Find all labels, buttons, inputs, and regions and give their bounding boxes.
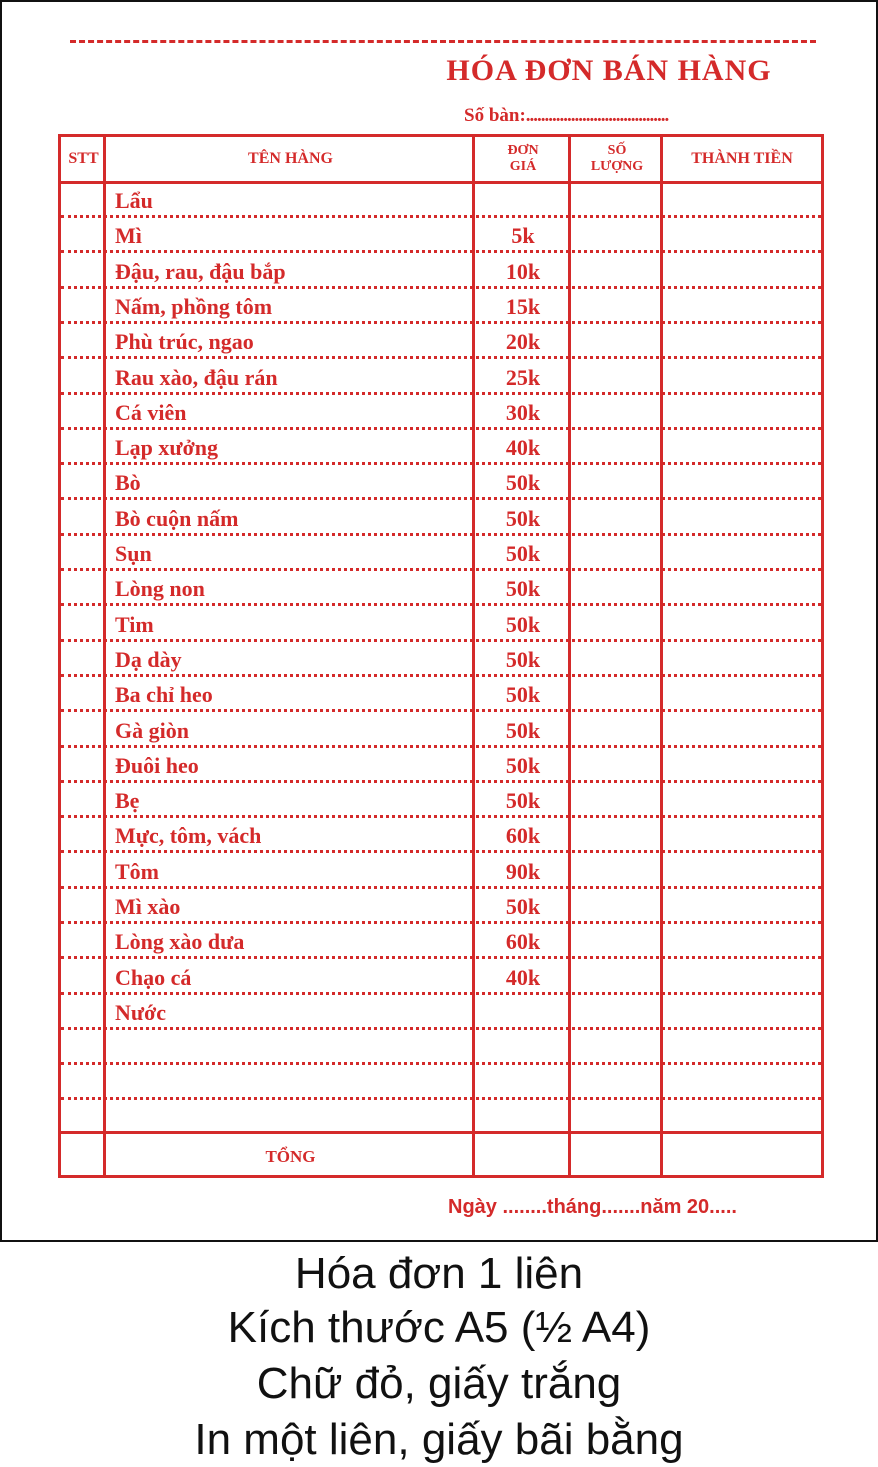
- item-price: 30k: [505, 400, 541, 425]
- row-dotted-line: [61, 815, 821, 818]
- item-name: Phù trúc, ngao: [115, 329, 254, 354]
- item-price: 50k: [505, 894, 541, 919]
- row-dotted-line: [61, 850, 821, 853]
- row-dotted-line: [61, 533, 821, 536]
- header-rule: [61, 181, 821, 184]
- row-dotted-line: [61, 286, 821, 289]
- table-number-line: [464, 105, 668, 127]
- item-price: 50k: [505, 470, 541, 495]
- item-name: Ba chỉ heo: [115, 682, 213, 707]
- row-dotted-line: [61, 321, 821, 324]
- item-price: 60k: [505, 823, 541, 848]
- item-price: 5k: [511, 223, 535, 248]
- item-name: Gà giòn: [115, 718, 189, 743]
- column-divider: [103, 137, 106, 1175]
- item-name: Tôm: [115, 859, 159, 884]
- item-price: 20k: [505, 329, 541, 354]
- row-dotted-line: [61, 568, 821, 571]
- caption-line: Hóa đơn 1 liên: [294, 1249, 584, 1298]
- row-dotted-line: [61, 392, 821, 395]
- row-dotted-line: [61, 639, 821, 642]
- item-name: Bò: [115, 470, 141, 495]
- invoice-title: HÓA ĐƠN BÁN HÀNG: [446, 54, 772, 87]
- row-dotted-line: [61, 215, 821, 218]
- item-name: Lòng xào dưa: [115, 929, 245, 954]
- item-price: 50k: [505, 682, 541, 707]
- item-name: Dạ dày: [115, 647, 182, 672]
- row-dotted-line: [61, 250, 821, 253]
- table-number-label: Số bàn:: [464, 105, 526, 126]
- item-name: Nước: [115, 1000, 167, 1025]
- row-dotted-line: [61, 427, 821, 430]
- row-dotted-line: [61, 1062, 821, 1065]
- item-price: 40k: [505, 965, 541, 990]
- item-price: 50k: [505, 647, 541, 672]
- item-price: 50k: [505, 788, 541, 813]
- row-dotted-line: [61, 497, 821, 500]
- item-name: Mực, tôm, vách: [115, 823, 262, 848]
- header-quantity: [571, 137, 663, 181]
- item-name: Bò cuộn nấm: [115, 506, 239, 531]
- item-price: 50k: [505, 718, 541, 743]
- item-name: Đậu, rau, đậu bắp: [115, 259, 286, 284]
- item-price: 15k: [505, 294, 541, 319]
- caption-line: In một liên, giấy bãi bằng: [194, 1415, 684, 1464]
- item-price: 25k: [505, 365, 541, 390]
- item-name: Lẩu: [115, 188, 153, 213]
- row-dotted-line: [61, 992, 821, 995]
- row-dotted-line: [61, 780, 821, 783]
- item-name: Lạp xưởng: [115, 435, 219, 460]
- item-price: 60k: [505, 929, 541, 954]
- header-unit-price-line1: ĐƠN: [507, 142, 539, 158]
- row-dotted-line: [61, 356, 821, 359]
- row-dotted-line: [61, 709, 821, 712]
- item-name: Bẹ: [115, 788, 140, 813]
- date-line: Ngày ........tháng.......năm 20.....: [448, 1196, 737, 1218]
- row-dotted-line: [61, 1027, 821, 1030]
- row-dotted-line: [61, 745, 821, 748]
- item-price: 50k: [505, 541, 541, 566]
- tear-line: [70, 40, 816, 43]
- invoice-table: [58, 134, 824, 1178]
- item-price: 40k: [505, 435, 541, 460]
- total-label: TỔNG: [265, 1147, 316, 1166]
- item-name: Chạo cá: [115, 965, 192, 990]
- item-name: Nấm, phồng tôm: [115, 294, 273, 319]
- header-quantity-line2: LƯỢNG: [590, 159, 644, 174]
- item-name: Sụn: [115, 541, 152, 566]
- row-dotted-line: [61, 674, 821, 677]
- table-number-blank: ......................................: [525, 105, 669, 126]
- column-divider: [660, 137, 663, 1175]
- row-dotted-line: [61, 1097, 821, 1100]
- item-name: Mì xào: [115, 894, 181, 919]
- row-dotted-line: [61, 603, 821, 606]
- item-name: Cá viên: [115, 400, 187, 425]
- item-price: 50k: [505, 506, 541, 531]
- caption-line: Kích thước A5 (½ A4): [227, 1303, 651, 1352]
- row-dotted-line: [61, 462, 821, 465]
- caption-line: Chữ đỏ, giấy trắng: [256, 1359, 622, 1408]
- item-price: 10k: [505, 259, 541, 284]
- row-dotted-line: [61, 886, 821, 889]
- item-name: Đuôi heo: [115, 753, 199, 778]
- item-price: 50k: [505, 612, 541, 637]
- row-dotted-line: [61, 921, 821, 924]
- header-quantity-line1: SỐ: [607, 142, 627, 158]
- item-name: Tim: [115, 612, 154, 637]
- total-rule: [61, 1131, 821, 1134]
- header-unit-price: [475, 137, 571, 181]
- header-item-name: TÊN HÀNG: [248, 149, 333, 167]
- item-name: Lòng non: [115, 576, 205, 601]
- item-price: 90k: [505, 859, 541, 884]
- header-unit-price-line2: GIÁ: [509, 159, 537, 174]
- item-name: Mì: [115, 223, 142, 248]
- header-stt: STT: [68, 149, 99, 167]
- item-price: 50k: [505, 753, 541, 778]
- item-price: 50k: [505, 576, 541, 601]
- row-dotted-line: [61, 956, 821, 959]
- header-amount: THÀNH TIỀN: [691, 149, 793, 167]
- item-name: Rau xào, đậu rán: [115, 365, 278, 390]
